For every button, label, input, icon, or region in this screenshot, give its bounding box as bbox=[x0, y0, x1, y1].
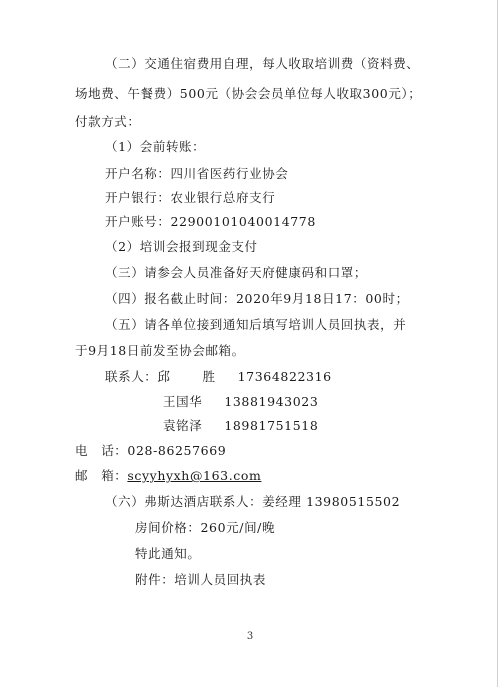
fee-line-1: （二）交通住宿费用自理，每人收取培训费（资料费、 bbox=[105, 56, 420, 71]
contact-row-3 bbox=[163, 418, 318, 434]
contact-1-surname: 邱 bbox=[157, 369, 171, 384]
receipt-form-line-1: （五）请各单位接到通知后填写培训人员回执表，并 bbox=[105, 317, 407, 332]
health-code-notice: （三）请参会人员准备好天府健康码和口罩； bbox=[105, 265, 368, 280]
closing-remark: 特此通知。 bbox=[135, 546, 201, 561]
contact-row-1 bbox=[105, 369, 332, 385]
scan-edge bbox=[497, 0, 498, 687]
telephone-value: 028-86257669 bbox=[127, 443, 227, 458]
registration-deadline: （四）报名截止时间：2020年9月18日17：00时； bbox=[105, 291, 409, 306]
contact-row-2 bbox=[163, 394, 318, 410]
room-price: 房间价格：260元/间/晚 bbox=[135, 520, 276, 535]
telephone-label: 电 话： bbox=[75, 443, 128, 458]
transfer-heading: （1）会前转账： bbox=[105, 139, 206, 154]
email-row bbox=[75, 468, 261, 484]
account-name: 开户名称：四川省医药行业协会 bbox=[105, 166, 289, 181]
contact-1-phone: 17364822316 bbox=[237, 369, 332, 384]
contact-2-name: 王国华 bbox=[163, 394, 203, 409]
email-label: 邮 箱： bbox=[75, 468, 128, 483]
contact-3-name: 袁铭泽 bbox=[163, 418, 203, 433]
attachment-note: 附件：培训人员回执表 bbox=[135, 572, 267, 587]
contact-1-given: 胜 bbox=[202, 369, 216, 384]
account-number: 开户账号：22900101040014778 bbox=[105, 214, 316, 229]
email-link[interactable]: scyyhyxh@163.com bbox=[127, 468, 262, 483]
contact-3-phone: 18981751518 bbox=[224, 418, 319, 433]
telephone-row bbox=[75, 443, 226, 459]
cash-payment: （2）培训会报到现金支付 bbox=[105, 239, 258, 254]
account-bank: 开户银行：农业银行总府支行 bbox=[105, 190, 276, 205]
receipt-form-line-2: 于9月18日前发至协会邮箱。 bbox=[75, 343, 245, 358]
fee-line-2: 场地费、午餐费）500元（协会会员单位每人收取300元）； bbox=[75, 86, 422, 101]
contact-2-phone: 13881943023 bbox=[224, 394, 319, 409]
page-number: 3 bbox=[246, 631, 254, 642]
contact-label: 联系人： bbox=[105, 369, 158, 384]
hotel-contact: （六）弗斯达酒店联系人：姜经理 13980515502 bbox=[105, 494, 401, 509]
payment-method-heading: 付款方式： bbox=[75, 114, 141, 129]
